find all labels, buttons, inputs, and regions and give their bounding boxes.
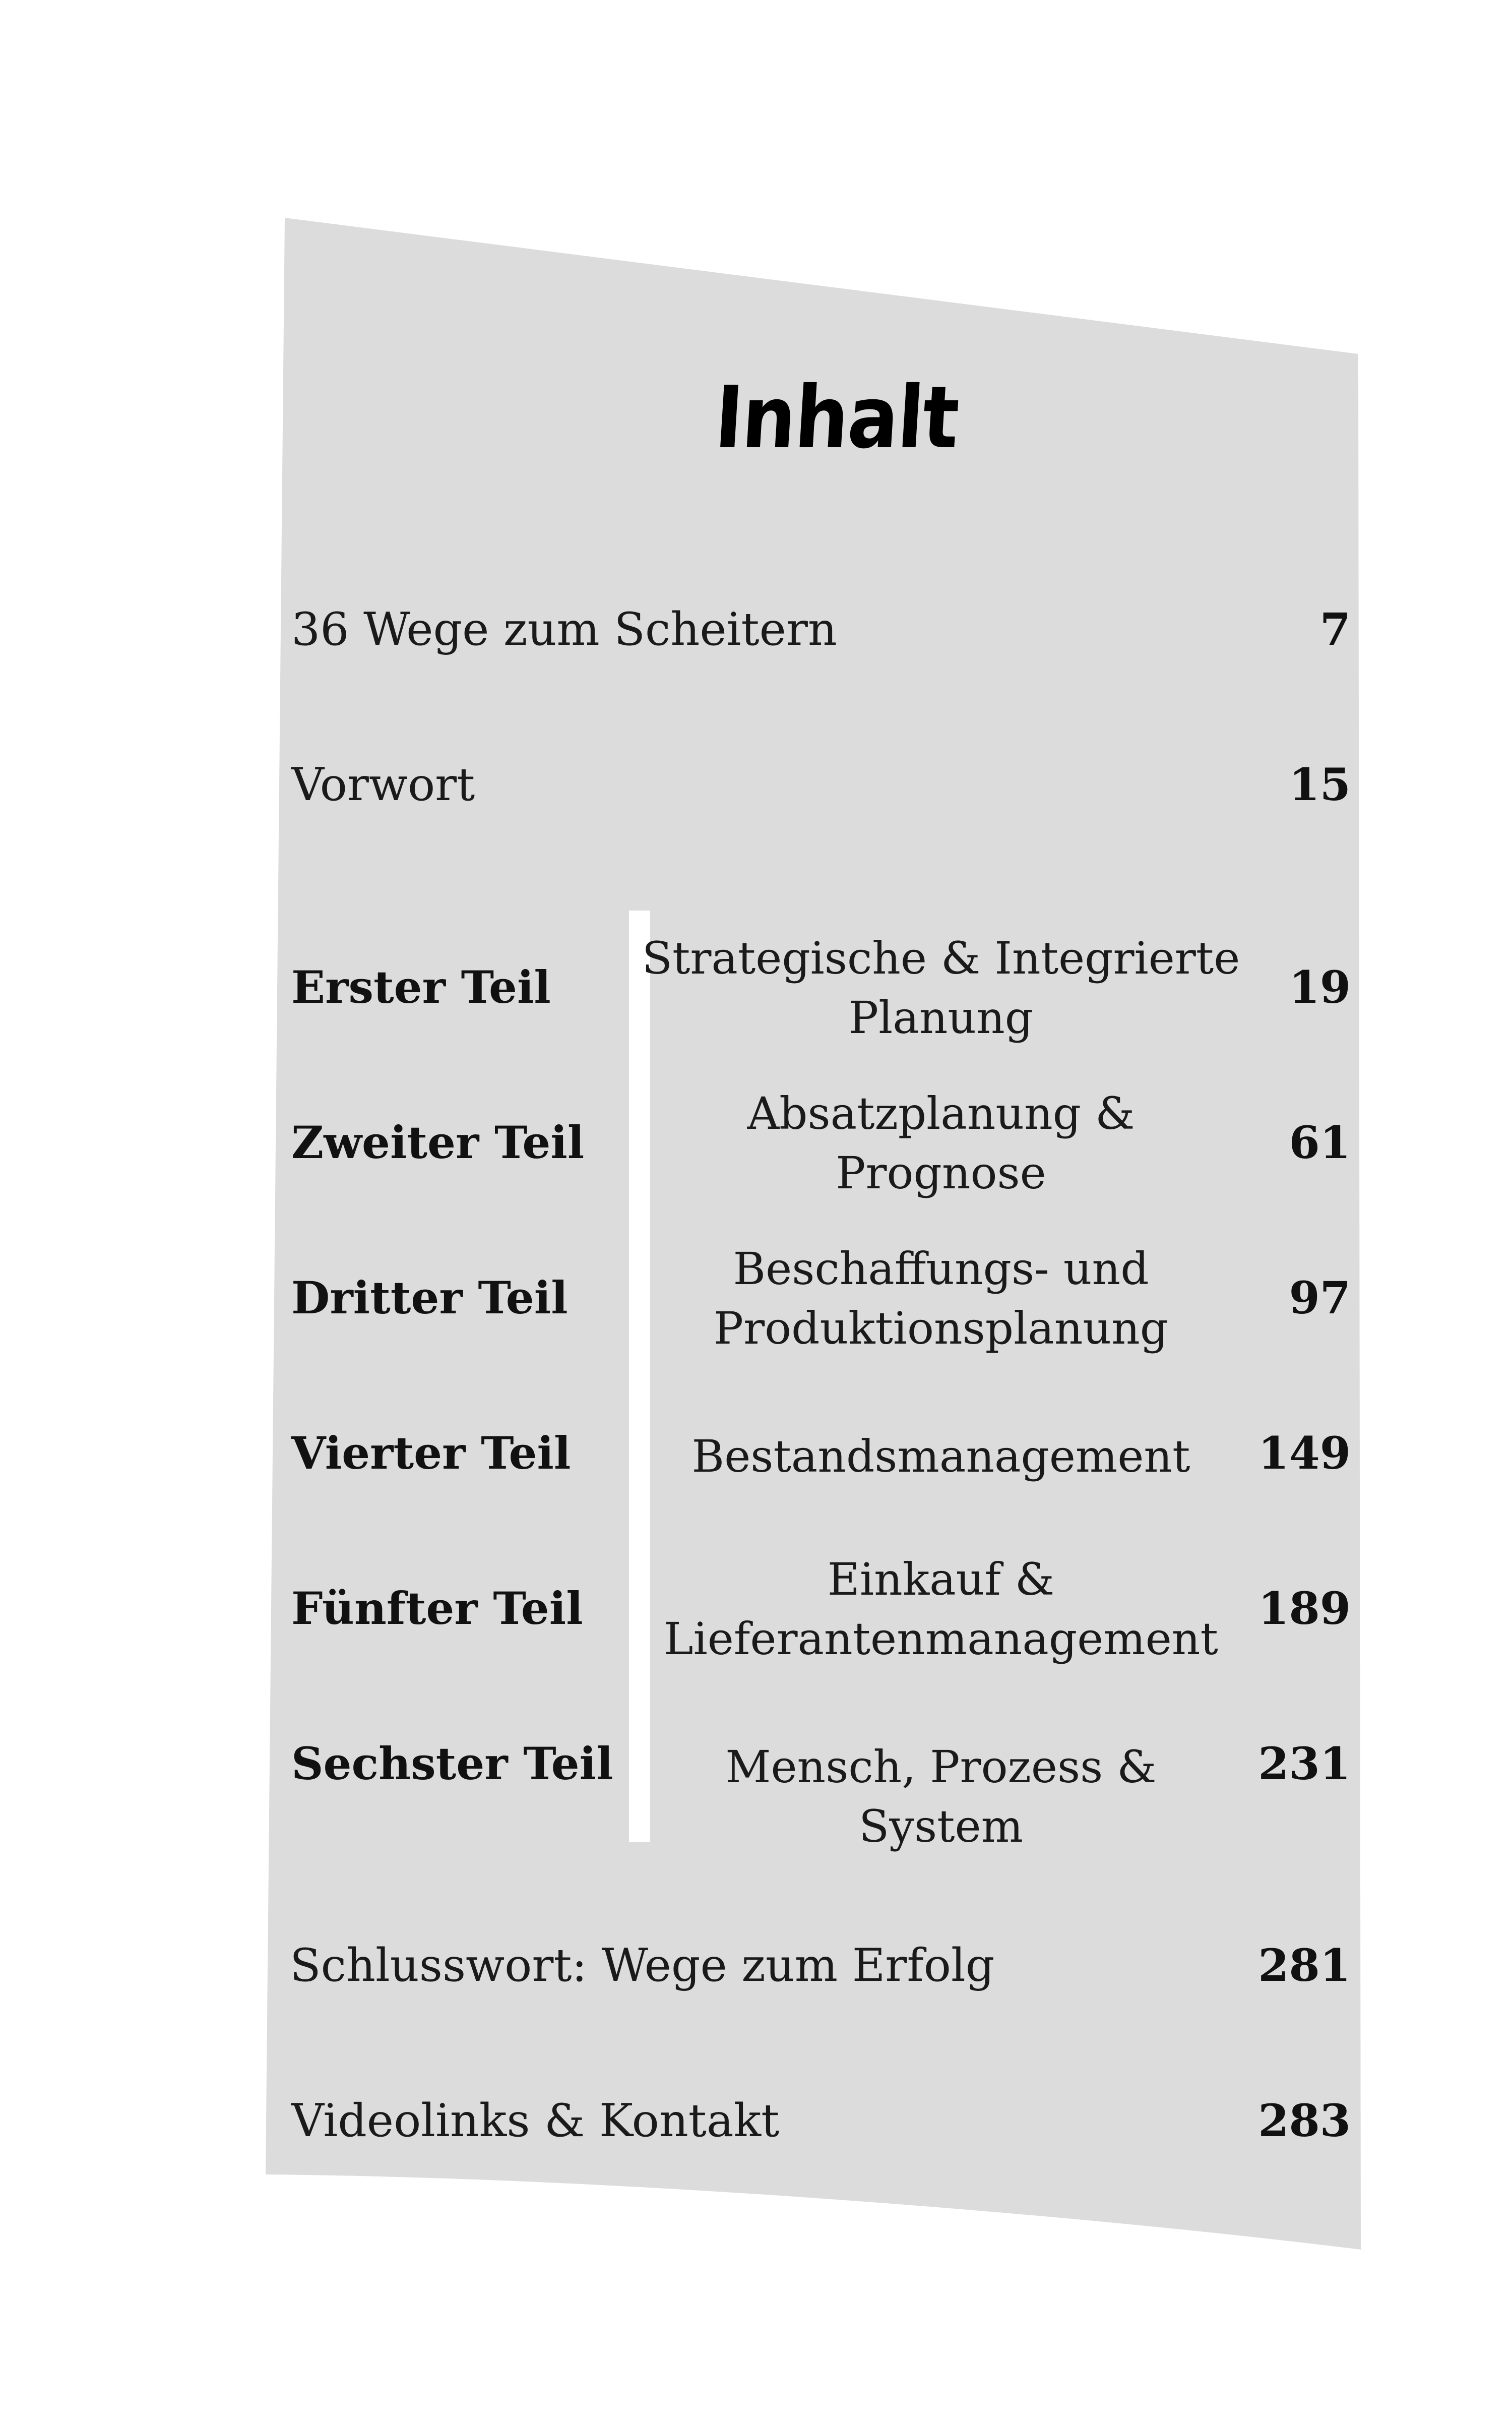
toc-entry-page: 283: [1258, 2094, 1351, 2147]
toc-entry-page: 15: [1289, 758, 1351, 811]
part-page: 97: [1289, 1272, 1351, 1324]
part-divider-bar: [629, 911, 650, 1842]
toc-entry-page: 7: [1319, 603, 1351, 655]
toc-entry-page: 281: [1258, 1939, 1351, 1991]
part-label: Vierter Teil: [291, 1427, 571, 1479]
toc-entry-label: 36 Wege zum Scheitern: [291, 603, 837, 656]
part-page: 189: [1258, 1582, 1351, 1635]
page-title: Inhalt: [712, 368, 961, 468]
toc-entry-label: Videolinks & Kontakt: [291, 2094, 780, 2147]
part-page: 231: [1258, 1737, 1351, 1790]
part-page: 61: [1289, 1116, 1351, 1169]
part-page: 19: [1289, 961, 1351, 1013]
part-subject: Absatzplanung & Prognose: [747, 1087, 1135, 1199]
part-label: Zweiter Teil: [291, 1116, 585, 1169]
toc-entry-label: Schlusswort: Wege zum Erfolg: [290, 1939, 995, 1992]
part-subject: Strategische & Integrierte Planung: [642, 932, 1240, 1044]
part-label: Erster Teil: [291, 961, 551, 1013]
part-subject: Beschaffungs- und Produktionsplanung: [713, 1243, 1169, 1354]
part-label: Fünfter Teil: [291, 1582, 583, 1635]
toc-entry-label: Vorwort: [291, 758, 475, 811]
part-subject: Einkauf & Lieferantenmanagement: [664, 1553, 1218, 1665]
part-label: Dritter Teil: [291, 1272, 568, 1324]
part-subject: Bestandsmanagement: [691, 1430, 1190, 1482]
part-subject: Mensch, Prozess & System: [725, 1741, 1157, 1852]
part-label: Sechster Teil: [291, 1737, 613, 1790]
part-page: 149: [1258, 1427, 1351, 1479]
